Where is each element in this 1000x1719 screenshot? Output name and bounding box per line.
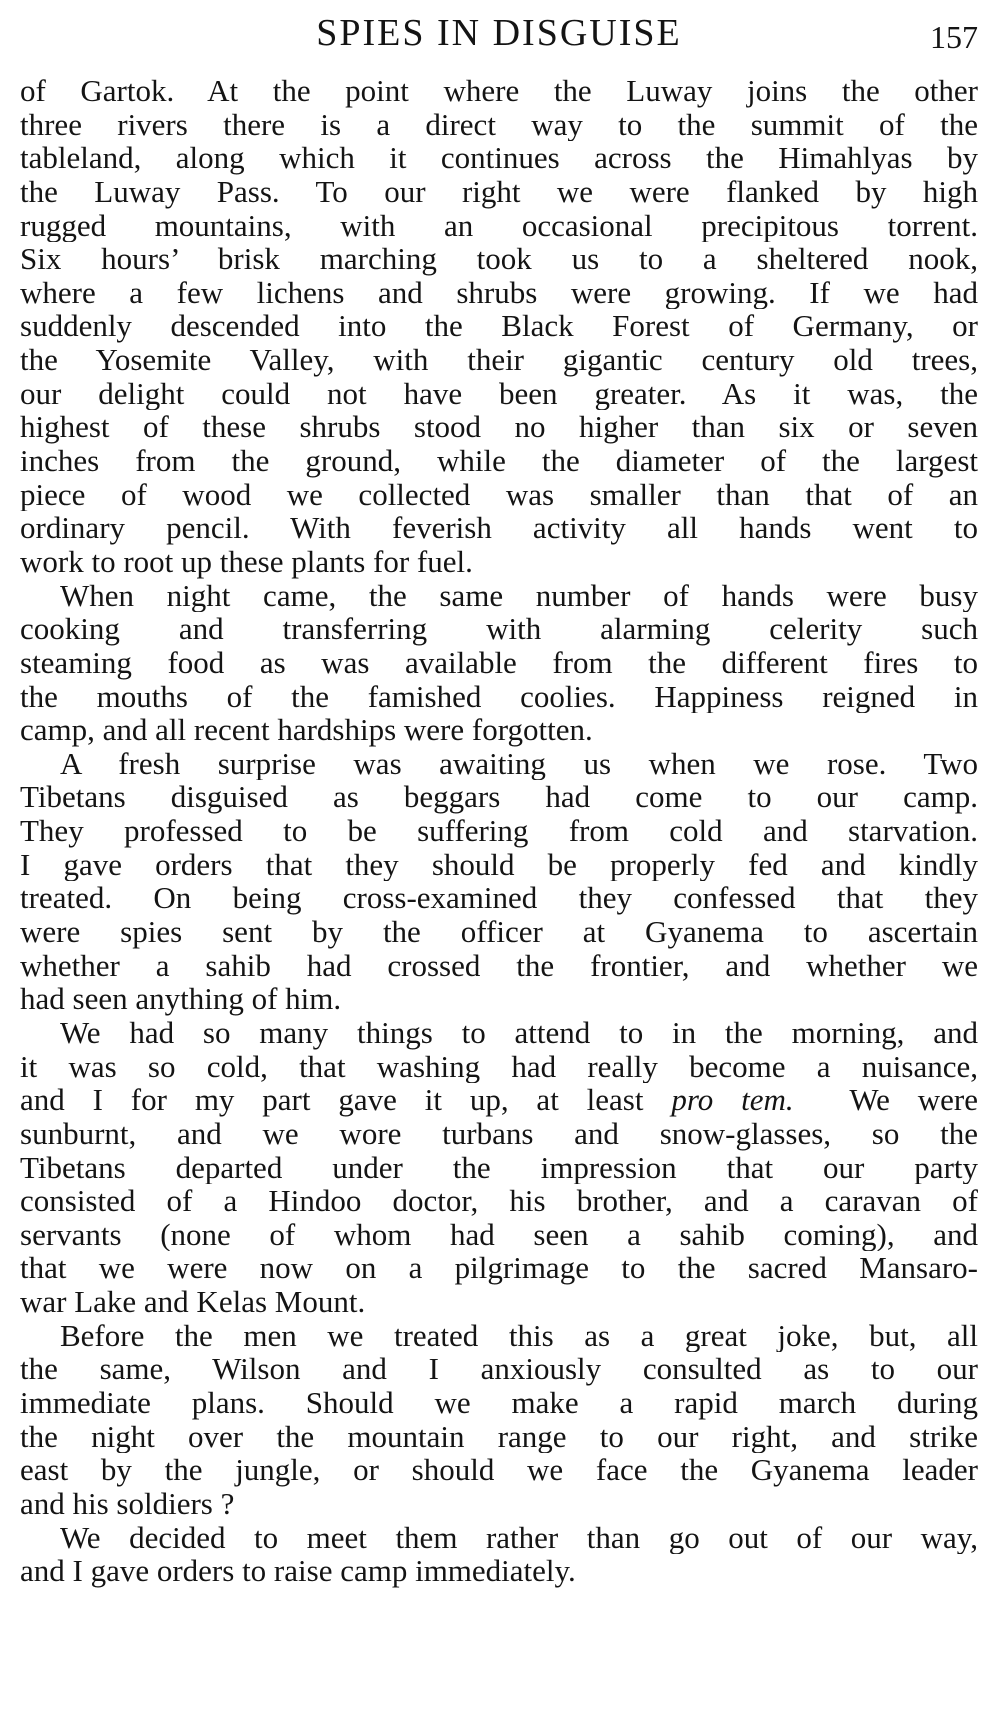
paragraph bbox=[20, 74, 978, 579]
text-line: When night came, the same number of hands were busy bbox=[60, 578, 978, 613]
text-line: the Luway Pass. To our right we were flanked by high bbox=[20, 174, 978, 209]
text-line: and I gave orders to raise camp immediately. bbox=[20, 1554, 576, 1588]
text-line: Tibetans departed under the impression that our party bbox=[20, 1150, 978, 1185]
body-text bbox=[20, 74, 978, 1588]
paragraph bbox=[20, 1521, 978, 1588]
text-line: three rivers there is a direct way to the summit of the bbox=[20, 107, 978, 142]
text-line: and his soldiers ? bbox=[20, 1486, 235, 1521]
text-line: had seen anything of him. bbox=[20, 982, 342, 1016]
text-line: suddenly descended into the Black Forest of Germany, or bbox=[20, 309, 978, 344]
text-line bbox=[20, 1083, 978, 1117]
text-line: ordinary pencil. With feverish activity all hands went to bbox=[20, 511, 978, 545]
text-line: rugged mountains, with an occasional precipitous torrent. bbox=[20, 208, 978, 243]
text-line: camp, and all recent hardships were forgotten. bbox=[20, 713, 593, 747]
text-line: whether a sahib had crossed the frontier, and whether we bbox=[20, 948, 978, 983]
text-line: our delight could not have been greater. As it was, the bbox=[20, 376, 978, 411]
text-line: the Yosemite Valley, with their gigantic century old trees, bbox=[20, 343, 978, 377]
page-number: 157 bbox=[930, 19, 978, 55]
text-line: cooking and transferring with alarming celerity such bbox=[20, 612, 978, 646]
text-line: immediate plans. Should we make a rapid march during bbox=[20, 1385, 978, 1420]
text-line: were spies sent by the officer at Gyanema to ascertain bbox=[20, 915, 978, 949]
text-line: east by the jungle, or should we face the Gyanema leader bbox=[20, 1453, 978, 1487]
text-line: steaming food as was available from the different fires to bbox=[20, 645, 978, 680]
text-line: highest of these shrubs stood no higher than six or seven bbox=[20, 410, 978, 445]
text-line: where a few lichens and shrubs were growing. If we had bbox=[20, 275, 978, 310]
text-line: piece of wood we collected was smaller than that of an bbox=[20, 477, 978, 512]
text-line: treated. On being cross-examined they confessed that they bbox=[20, 881, 978, 916]
text-line: servants (none of whom had seen a sahib coming), and bbox=[20, 1217, 978, 1252]
text-line: Tibetans disguised as beggars had come to our camp. bbox=[20, 780, 978, 815]
text-line: Six hours’ brisk marching took us to a sheltered nook, bbox=[20, 242, 978, 276]
italic-phrase: pro tem. bbox=[671, 1083, 794, 1117]
text-segment: We were bbox=[849, 1083, 978, 1117]
paragraph bbox=[20, 1319, 978, 1521]
text-line: Before the men we treated this as a great joke, but, all bbox=[60, 1318, 978, 1353]
text-line: consisted of a Hindoo doctor, his brother, and a caravan of bbox=[20, 1184, 978, 1218]
text-line: of Gartok. At the point where the Luway joins the other bbox=[20, 74, 978, 108]
text-line: work to root up these plants for fuel. bbox=[20, 544, 473, 579]
text-line: We decided to meet them rather than go out of our way, bbox=[60, 1520, 978, 1555]
text-line: it was so cold, that washing had really become a nuisance, bbox=[20, 1049, 978, 1084]
paragraph bbox=[20, 1016, 978, 1319]
text-line: We had so many things to attend to in the morning, and bbox=[60, 1015, 978, 1050]
text-line: They professed to be suffering from cold and starvation. bbox=[20, 814, 978, 848]
text-line: A fresh surprise was awaiting us when we rose. Two bbox=[60, 746, 978, 781]
text-line: the night over the mountain range to our right, and strike bbox=[20, 1419, 978, 1454]
running-head bbox=[20, 8, 978, 58]
text-segment: and I for my part gave it up, at least bbox=[20, 1083, 644, 1117]
paragraph bbox=[20, 747, 978, 1016]
text-line: I gave orders that they should be properly fed and kindly bbox=[20, 847, 978, 882]
text-line: the mouths of the famished coolies. Happiness reigned in bbox=[20, 679, 978, 714]
text-line: tableland, along which it continues across the Himahlyas by bbox=[20, 141, 978, 175]
chapter-title: SPIES IN DISGUISE bbox=[316, 12, 682, 54]
text-line: the same, Wilson and I anxiously consulted as to our bbox=[20, 1352, 978, 1386]
text-line: that we were now on a pilgrimage to the sacred Mansaro- bbox=[20, 1251, 978, 1286]
paragraph bbox=[20, 579, 978, 747]
text-line: inches from the ground, while the diameter of the largest bbox=[20, 444, 978, 478]
text-line: war Lake and Kelas Mount. bbox=[20, 1285, 366, 1319]
text-line: sunburnt, and we wore turbans and snow-glasses, so the bbox=[20, 1116, 978, 1151]
